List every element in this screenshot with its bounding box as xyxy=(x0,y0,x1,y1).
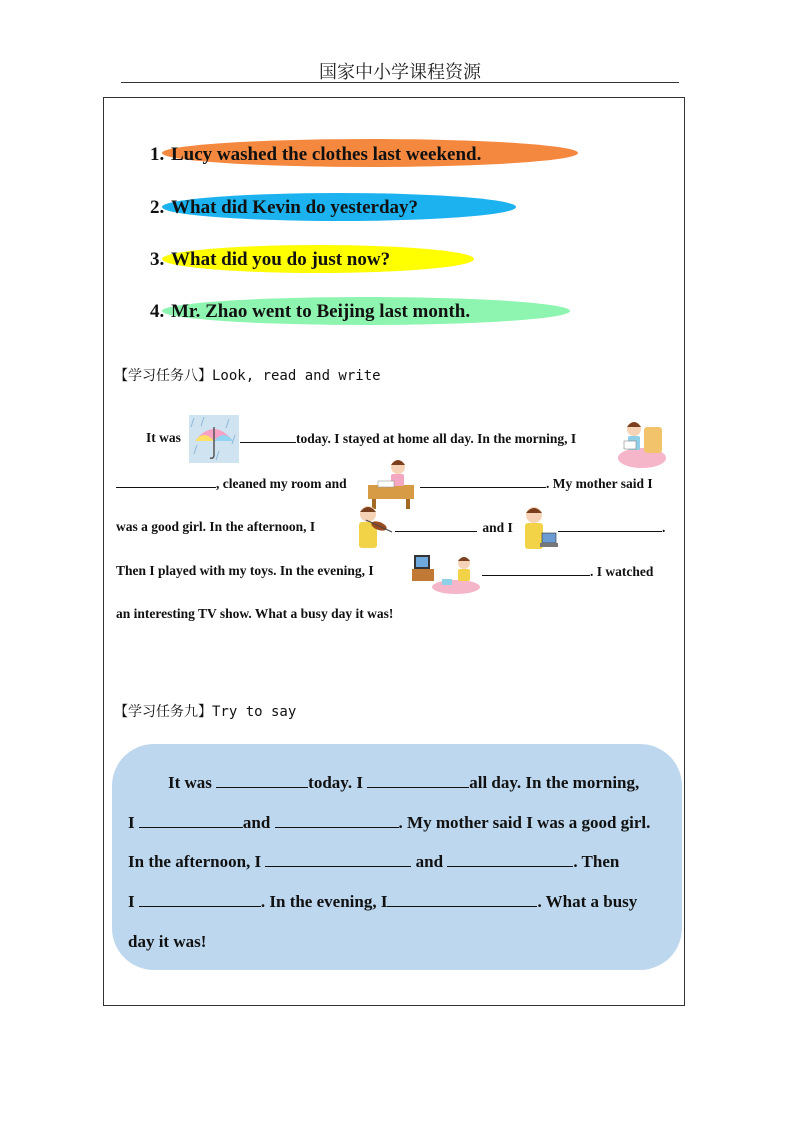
umbrella-rain-icon xyxy=(189,415,239,463)
girl-violin-icon xyxy=(348,502,394,556)
say-text: and xyxy=(415,852,444,871)
answer-blank[interactable] xyxy=(420,475,546,488)
task9-heading: 【学习任务九】Try to say xyxy=(114,704,297,720)
story-text: and I xyxy=(482,520,513,535)
answer-blank[interactable] xyxy=(139,813,243,828)
say-text: It was xyxy=(168,773,212,792)
say-text: . In the evening, I xyxy=(260,892,388,911)
sentence-number: 2. xyxy=(150,197,165,218)
say-line-5 xyxy=(128,932,206,952)
say-text: day it was! xyxy=(128,932,207,951)
sentence-number: 3. xyxy=(150,249,165,270)
say-text: . What a busy xyxy=(537,892,638,911)
story-line-3b xyxy=(395,519,513,536)
sentence-text: What did Kevin do yesterday? xyxy=(171,197,419,218)
answer-blank[interactable] xyxy=(482,563,590,576)
answer-blank[interactable] xyxy=(216,773,308,788)
sentence-text: What did you do just now? xyxy=(171,249,391,270)
say-line-4 xyxy=(128,892,637,912)
answer-blank[interactable] xyxy=(240,430,296,443)
say-line-2 xyxy=(128,813,650,833)
answer-blank[interactable] xyxy=(558,519,662,532)
sentence-text: Mr. Zhao went to Beijing last month. xyxy=(171,301,471,322)
say-text: . Then xyxy=(573,852,620,871)
answer-blank[interactable] xyxy=(447,852,573,867)
story-text: . I watched xyxy=(590,564,654,579)
story-line-1 xyxy=(146,430,181,446)
say-text: all day. In the morning, xyxy=(469,773,640,792)
story-line-4 xyxy=(116,563,374,579)
say-text: In the afternoon, I xyxy=(128,852,262,871)
say-text: I xyxy=(128,813,135,832)
story-line-2 xyxy=(116,475,347,492)
answer-blank[interactable] xyxy=(367,773,469,788)
sentence-text: Lucy washed the clothes last weekend. xyxy=(171,144,482,165)
say-text: today. I xyxy=(308,773,363,792)
answer-blank[interactable] xyxy=(395,519,477,532)
say-line-3 xyxy=(128,852,619,872)
story-text: Then I played with my toys. In the evening, I xyxy=(116,563,374,578)
sentence-number: 1. xyxy=(150,144,165,165)
task8-heading: 【学习任务八】Look, read and write xyxy=(114,368,381,384)
story-text: , cleaned my room and xyxy=(216,476,347,491)
story-text: today. I stayed at home all day. In the morning, I xyxy=(296,431,577,446)
story-line-3c xyxy=(558,519,665,536)
say-text: and xyxy=(242,813,271,832)
say-line-1 xyxy=(168,773,639,793)
story-line-1b xyxy=(240,430,576,447)
story-line-5 xyxy=(116,606,393,622)
story-text: . My mother said I xyxy=(546,476,653,491)
watching-tv-icon xyxy=(412,549,480,595)
story-line-4b xyxy=(482,563,653,580)
answer-blank[interactable] xyxy=(139,892,261,907)
page-header-title: 国家中小学课程资源 xyxy=(319,62,481,83)
answer-blank[interactable] xyxy=(265,852,411,867)
story-line-2b xyxy=(420,475,653,492)
girl-reading-icon xyxy=(614,415,666,469)
story-text: . xyxy=(662,520,666,535)
sentence-number: 4. xyxy=(150,301,165,322)
answer-blank[interactable] xyxy=(275,813,399,828)
say-text: I xyxy=(128,892,135,911)
answer-blank[interactable] xyxy=(387,892,537,907)
girl-computer-icon xyxy=(518,503,558,557)
story-line-3 xyxy=(116,519,315,535)
story-text: was a good girl. In the afternoon, I xyxy=(116,519,316,534)
header-divider xyxy=(121,82,679,83)
story-text: It was xyxy=(146,430,181,445)
answer-blank[interactable] xyxy=(116,475,216,488)
story-text: an interesting TV show. What a busy day it was! xyxy=(116,606,394,621)
say-text: . My mother said I was a good girl. xyxy=(398,813,651,832)
